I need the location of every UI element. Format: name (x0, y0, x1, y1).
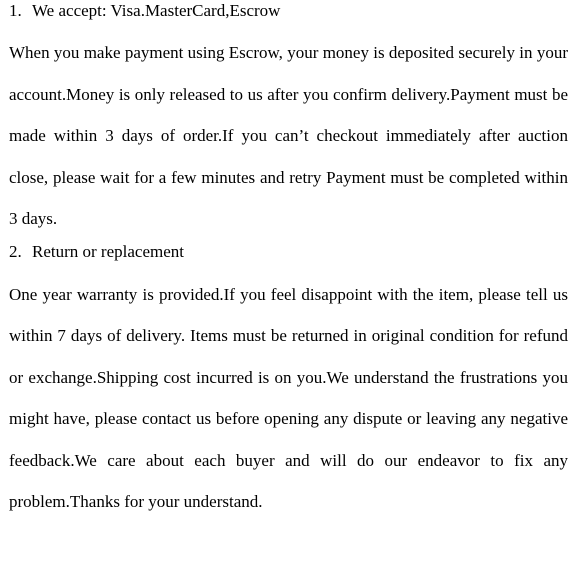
return-heading-number: 2. (9, 241, 22, 261)
return-paragraph: One year warranty is provided.If you feel disappoint with the item, please tell us within 7 days of delivery. Items must be returned in original condition for refund or exchange.Shipping cost incurred is on you.We understand the frustrations you might have, please contact us before opening any dispute or leaving any negative feedback.We care about each buyer and will do our endeavor to fix any problem.Thanks for your understand. (9, 284, 568, 511)
payment-heading (9, 0, 568, 21)
payment-paragraph: When you make payment using Escrow, your money is deposited securely in your account.Money is only released to us after you confirm delivery.Payment must be made within 3 days of order.If you can’t checkout immediately after auction close, please wait for a few minutes and retry Payment must be completed within 3 days. (9, 43, 568, 228)
return-heading-text: Return or replacement (32, 241, 184, 261)
return-heading (9, 242, 568, 262)
payment-heading-text: We accept: Visa.MasterCard,Escrow (32, 1, 281, 20)
payment-heading-number: 1. (9, 1, 22, 20)
